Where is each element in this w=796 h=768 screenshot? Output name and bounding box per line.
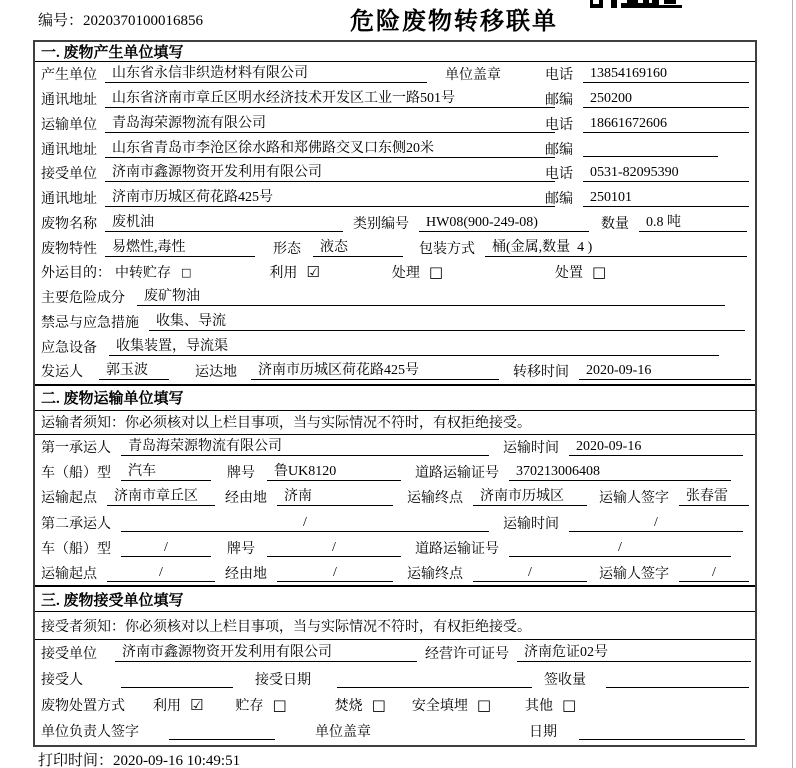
destination-label: 运达地 [195,365,237,381]
receiver-notice: 接受者须知：你必须核对以上栏目事项，当与实际情况不符时，有权拒绝接受。 [35,612,755,640]
plate-label: 牌号 [227,466,255,482]
transport-time-label: 运输时间 [503,441,559,457]
plate-label: 牌号 [227,541,255,557]
packing-value: 桶(金属,数量 4 ) [485,239,747,257]
shipper-label: 发运人 [41,365,83,381]
carrier2-origin-value: / [107,564,215,582]
transport-time-label: 运输时间 [503,516,559,532]
disposal-reuse-checkbox: ☑ [190,695,204,714]
purpose-option-dispose-label: 处置 [555,266,584,282]
producer-phone-value: 13854169160 [583,65,749,83]
purpose-label: 外运目的： [41,266,111,282]
carrier1-plate-value: 鲁UK8120 [267,463,401,481]
postcode-label: 邮编 [545,192,573,208]
purpose-reuse-checkbox: ☑ [306,262,320,281]
seal-date-value [579,723,745,740]
carrier1-vehicle-row [35,460,755,485]
disposal-store-checkbox: □ [272,695,287,714]
hazard-row [35,285,755,310]
taboo-row [35,310,755,335]
packing-label: 包装方式 [419,241,475,257]
disposal-store-label: 贮存 [235,699,264,715]
print-time-value: 2020-09-16 10:49:51 [113,753,241,768]
receiver-label: 接受单位 [41,167,97,183]
transporter-postcode-value [583,140,718,157]
disposal-landfill-label: 安全填埋 [411,699,468,715]
postcode-label: 邮编 [545,93,573,109]
head-sign-label: 单位负责人签字 [41,725,139,741]
receiver-postcode-value: 250101 [583,189,749,207]
producer-postcode-group [545,87,749,112]
section2-header: 二. 废物运输单位填写 [35,384,755,411]
phone-label: 电话 [545,167,573,183]
destination-value: 济南市历城区荷花路425号 [251,362,499,380]
vehicle-type-label: 车（船）型 [41,466,111,482]
unit-seal-label: 单位盖章 [315,725,371,741]
transporter-label: 运输单位 [41,117,97,133]
disposal-method-row [35,692,755,718]
signed-amount-value [606,671,749,688]
section1-header: 一. 废物产生单位填写 [35,42,755,62]
origin-label: 运输起点 [41,566,97,582]
unit-seal-label: 单位盖章 [445,68,501,84]
transporter-value: 青岛海荣源物流有限公司 [105,115,555,133]
category-value: HW08(900-249-08) [419,214,589,232]
carrier1-value: 青岛海荣源物流有限公司 [121,438,489,456]
carrier-sign-label: 运输人签字 [599,491,669,507]
receiver-value: 济南市鑫源物资开发利用有限公司 [105,164,555,182]
receiver-address-row [35,186,755,211]
end-label: 运输终点 [407,491,463,507]
producer-phone-group [545,62,749,87]
postcode-label: 邮编 [545,142,573,158]
head-sign-value [169,723,275,740]
purpose-option-reuse-label: 利用 [269,266,298,282]
purpose-option-transfer-label: 中转贮存 [115,266,171,282]
producer-address-value: 山东省济南市章丘区明水经济技术开发区工业一路501号 [105,90,555,108]
shipper-value: 郭玉波 [99,362,169,380]
receiver-address-value: 济南市历城区荷花路425号 [105,189,555,207]
vehicle-type-label: 车（船）型 [41,541,111,557]
carrier1-sign-value: 张春雷 [679,488,749,506]
signed-amount-label: 签收量 [544,673,586,689]
phone-label: 电话 [545,68,573,84]
carrier1-row [35,435,755,460]
carrier2-sign-value: / [679,564,749,582]
producer-address-row [35,87,755,112]
carrier2-plate-value: / [267,539,401,557]
disposal-reuse-label: 利用 [153,699,181,715]
carrier2-via-value: / [277,564,393,582]
taboo-label: 禁忌与应急措施 [41,315,139,331]
print-time [38,749,240,768]
transporter-address-value: 山东省青岛市李沧区徐水路和郑佛路交叉口东侧20米 [105,140,555,158]
carrier1-vehicle-value: 汽车 [121,463,211,481]
accept-person-value [121,671,233,688]
disposal-other-checkbox: □ [562,695,577,714]
carrier1-time-value: 2020-09-16 [569,438,743,456]
accept-unit-label: 接受单位 [41,647,97,663]
taboo-value: 收集、导流 [149,313,745,331]
carrier2-row [35,510,755,535]
category-label: 类别编号 [353,216,409,232]
road-license-label: 道路运输证号 [415,466,499,482]
carrier2-value: / [121,514,489,532]
address-label: 通讯地址 [41,192,97,208]
disposal-burn-checkbox: □ [371,695,386,714]
carrier2-route-row [35,560,755,585]
carrier2-vehicle-row [35,535,755,560]
manifest-table [33,40,757,747]
waste-name-value: 废机油 [105,214,343,232]
receiver-phone-value: 0531-82095390 [583,164,749,182]
transporter-notice: 运输者须知：你必须核对以上栏目事项，当与实际情况不符时，有权拒绝接受。 [35,411,755,435]
print-time-label: 打印时间： [38,753,114,768]
equipment-row [35,334,755,359]
serial-label: 编号： [38,13,84,29]
transporter-address-row [35,136,755,161]
carrier1-origin-value: 济南市章丘区 [107,488,215,506]
waste-character-row [35,235,755,260]
disposal-landfill-checkbox: □ [476,695,492,714]
address-label: 通讯地址 [41,142,97,158]
hazard-value: 废矿物油 [137,288,725,306]
purpose-row [35,260,755,285]
carrier2-license-value: / [509,539,731,557]
purpose-option-treat-label: 处理 [391,266,420,282]
transfer-time-label: 转移时间 [513,365,569,381]
accept-unit-value: 济南市鑫源物资开发利用有限公司 [115,644,417,662]
accept-date-label: 接受日期 [255,673,311,689]
end-label: 运输终点 [407,566,463,582]
carrier1-route-row [35,485,755,510]
quantity-value: 0.8 吨 [639,214,747,232]
permit-value: 济南危证02号 [517,644,751,662]
permit-label: 经营许可证号 [425,647,509,663]
character-value: 易燃性,毒性 [105,239,255,257]
quantity-label: 数量 [601,216,629,232]
disposal-other-label: 其他 [525,699,554,715]
carrier-sign-label: 运输人签字 [599,566,669,582]
carrier2-time-value: / [569,514,743,532]
purpose-transfer-checkbox: □ [181,265,192,279]
accept-unit-row [35,640,755,666]
equipment-label: 应急设备 [41,340,97,356]
waste-name-row [35,211,755,236]
character-label: 废物特性 [41,241,97,257]
carrier2-label: 第二承运人 [41,516,111,532]
transporter-phone-value: 18661672606 [583,115,749,133]
producer-value: 山东省永信非织造材料有限公司 [105,65,427,83]
via-label: 经由地 [225,566,267,582]
accept-person-row [35,666,755,692]
carrier1-via-value: 济南 [277,488,393,506]
carrier1-label: 第一承运人 [41,441,111,457]
carrier2-vehicle-value: / [121,539,211,557]
disposal-burn-label: 焚烧 [334,699,363,715]
transporter-postcode-group [545,136,749,161]
transfer-time-value: 2020-09-16 [579,362,751,380]
producer-row [35,62,755,87]
accept-date-value [337,671,532,688]
carrier1-end-value: 济南市历城区 [473,488,587,506]
via-label: 经由地 [225,491,267,507]
page-title: 危险废物转移联单 [350,9,558,35]
accept-person-label: 接受人 [41,673,83,689]
carrier1-license-value: 370213006408 [509,463,731,481]
page-edge-line [792,0,793,768]
serial-value: 2020370100016856 [83,13,204,29]
producer-label: 产生单位 [41,68,97,84]
equipment-value: 收集装置，导流渠 [109,338,719,356]
waste-name-label: 废物名称 [41,216,97,232]
purpose-dispose-checkbox: □ [592,262,607,281]
disposal-method-label: 废物处置方式 [41,699,125,715]
hazard-label: 主要危险成分 [41,291,125,307]
section3-header: 三. 废物接受单位填写 [35,585,755,612]
form-label: 形态 [273,241,301,257]
phone-label: 电话 [545,117,573,133]
address-label: 通讯地址 [41,93,97,109]
origin-label: 运输起点 [41,491,97,507]
form-value: 液态 [313,239,403,257]
receiver-phone-group [545,161,749,186]
transporter-phone-group [545,112,749,137]
shipper-row [35,359,755,384]
seal-date-label: 日期 [529,725,557,741]
road-license-label: 道路运输证号 [415,541,499,557]
transporter-row [35,112,755,137]
carrier2-end-value: / [473,564,587,582]
producer-postcode-value: 250200 [583,90,749,108]
head-sign-row [35,718,755,744]
receiver-row [35,161,755,186]
receiver-postcode-group [545,186,749,211]
purpose-treat-checkbox: □ [428,262,444,281]
